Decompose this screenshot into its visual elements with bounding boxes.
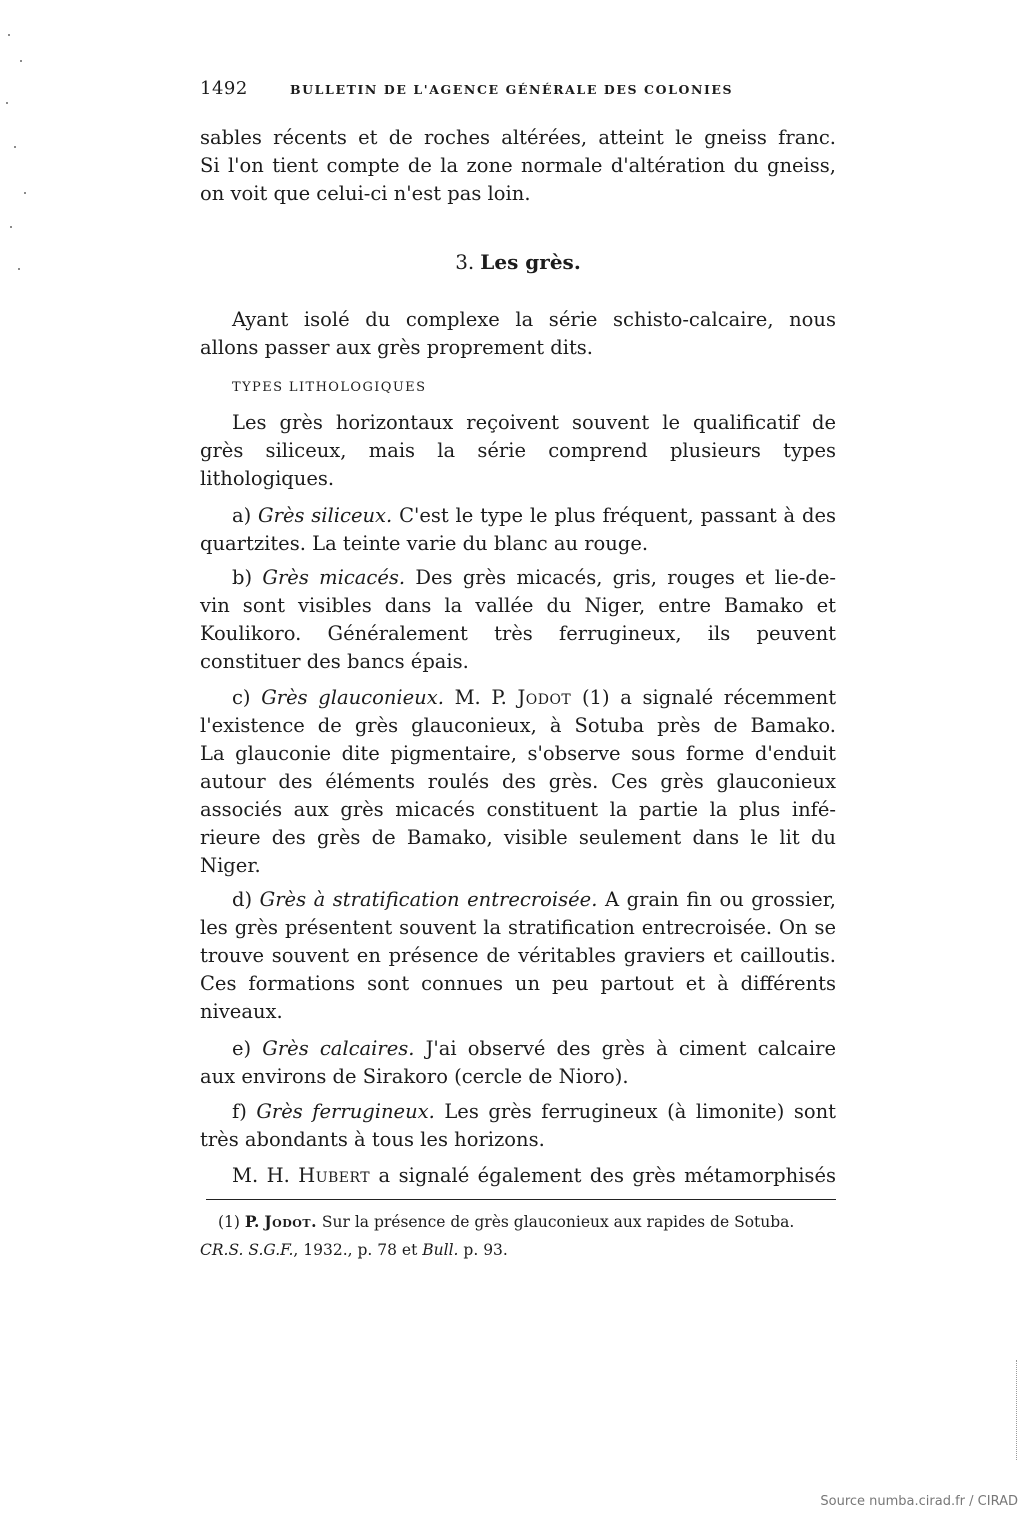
body-line: lithologiques.: [200, 467, 335, 490]
item-label: e): [232, 1037, 252, 1060]
body-line: très abondants à tous les horizons.: [200, 1128, 545, 1151]
body-line: sables récents et de roches altérées, atteint le gneiss franc.: [200, 126, 836, 149]
footnote-author-initial: P.: [244, 1212, 260, 1231]
section-heading: Les grès.: [480, 250, 581, 274]
item-text: (1) a signalé récemment: [581, 686, 837, 709]
section-title: [200, 250, 836, 274]
body-line: allons passer aux grès proprement dits.: [200, 336, 593, 359]
item-term: Grès calcaires.: [262, 1037, 415, 1060]
item-label: f): [232, 1100, 247, 1123]
item-label: b): [232, 566, 253, 589]
footnote-text: , 1932., p. 78 et: [293, 1241, 418, 1259]
footnote-text: Sur la présence de grès glauconieux aux rapides de Sotuba.: [321, 1213, 795, 1231]
body-line: Les grès horizontaux reçoivent souvent le qualificatif de: [232, 411, 836, 434]
item-f-line: [232, 1098, 836, 1126]
item-text: J'ai observé des grès à ciment calcaire: [425, 1037, 837, 1060]
body-line: associés aux grès micacés constituent la partie la plus infé-: [200, 798, 836, 821]
item-c-line: [232, 684, 836, 712]
body-line: niveaux.: [200, 1000, 283, 1023]
body-line: grès siliceux, mais la série comprend plusieurs types: [200, 439, 836, 462]
footnote-text: p. 93.: [463, 1241, 508, 1259]
item-label: a): [232, 504, 252, 527]
item-term: Grès glauconieux.: [261, 686, 444, 709]
item-text: A grain fin ou grossier,: [604, 888, 837, 911]
body-line: Koulikoro. Généralement très ferrugineux, ils peuvent: [200, 622, 836, 645]
item-text: C'est le type le plus fréquent, passant à des: [399, 504, 836, 527]
body-line: on voit que celui-ci n'est pas loin.: [200, 182, 531, 205]
item-label: c): [232, 686, 251, 709]
body-line: Niger.: [200, 854, 261, 877]
item-label: d): [232, 888, 253, 911]
item-text: a signalé également des grès métamorphisés: [378, 1164, 836, 1187]
scan-edge-mark: [1016, 1360, 1018, 1460]
item-e-line: [232, 1035, 836, 1063]
scan-margin-specks: [0, 20, 40, 300]
footnote-marker: (1): [218, 1213, 240, 1231]
body-line: rieure des grès de Bamako, visible seulement dans le lit du: [200, 826, 836, 849]
item-text: Les grès ferrugineux (à limonite) sont: [444, 1100, 836, 1123]
item-term: Grès micacés.: [262, 566, 406, 589]
body-line: autour des éléments roulés des grès. Ces grès glauconieux: [200, 770, 836, 793]
final-line: [232, 1162, 836, 1190]
page-header: [200, 78, 836, 102]
item-term: Grès siliceux.: [258, 504, 393, 527]
item-d-line: [232, 886, 836, 914]
body-line: trouve souvent en présence de véritables graviers et cailloutis.: [200, 944, 836, 967]
running-title: BULLETIN DE L'AGENCE GÉNÉRALE DES COLONIES: [290, 82, 734, 97]
item-text: M. H.: [232, 1164, 290, 1187]
body-line: quartzites. La teinte varie du blanc au rouge.: [200, 532, 649, 555]
body-line: Ayant isolé du complexe la série schisto-calcaire, nous: [232, 308, 836, 331]
body-line: Si l'on tient compte de la zone normale d'altération du gneiss,: [200, 154, 836, 177]
footnote-ref: CR.S. S.G.F.: [200, 1241, 294, 1259]
footnote-ref: Bull.: [422, 1241, 459, 1259]
body-line: Ces formations sont connues un peu partout et à différents: [200, 972, 836, 995]
item-term: Grès ferrugineux.: [256, 1100, 435, 1123]
body-line: vin sont visibles dans la vallée du Niger, entre Bamako et: [200, 594, 836, 617]
item-text: M. P.: [454, 686, 507, 709]
item-term: Grès à stratification entrecroisée.: [259, 888, 598, 911]
footnote-author: Jodot.: [264, 1212, 317, 1231]
item-a-line: [232, 502, 836, 530]
item-b-line: [232, 564, 836, 592]
footnote-line: [200, 1236, 836, 1264]
author-name: Jodot: [517, 686, 572, 709]
footnote-line: [218, 1208, 836, 1236]
body-line: aux environs de Sirakoro (cercle de Nioro).: [200, 1065, 629, 1088]
author-name: Hubert: [298, 1164, 371, 1187]
item-text: Des grès micacés, gris, rouges et lie-de-: [415, 566, 837, 589]
section-number: 3.: [455, 250, 475, 274]
page-number: 1492: [200, 78, 248, 99]
body-line: La glauconie dite pigmentaire, s'observe sous forme d'enduit: [200, 742, 836, 765]
footnote-divider: [206, 1199, 836, 1200]
body-line: les grès présentent souvent la stratification entrecroisée. On se: [200, 916, 836, 939]
body-line: l'existence de grès glauconieux, à Sotuba près de Bamako.: [200, 714, 836, 737]
body-line: constituer des bancs épais.: [200, 650, 469, 673]
subheading: TYPES LITHOLOGIQUES: [232, 380, 427, 395]
source-credit: Source numba.cirad.fr / CIRAD: [820, 1494, 1018, 1509]
